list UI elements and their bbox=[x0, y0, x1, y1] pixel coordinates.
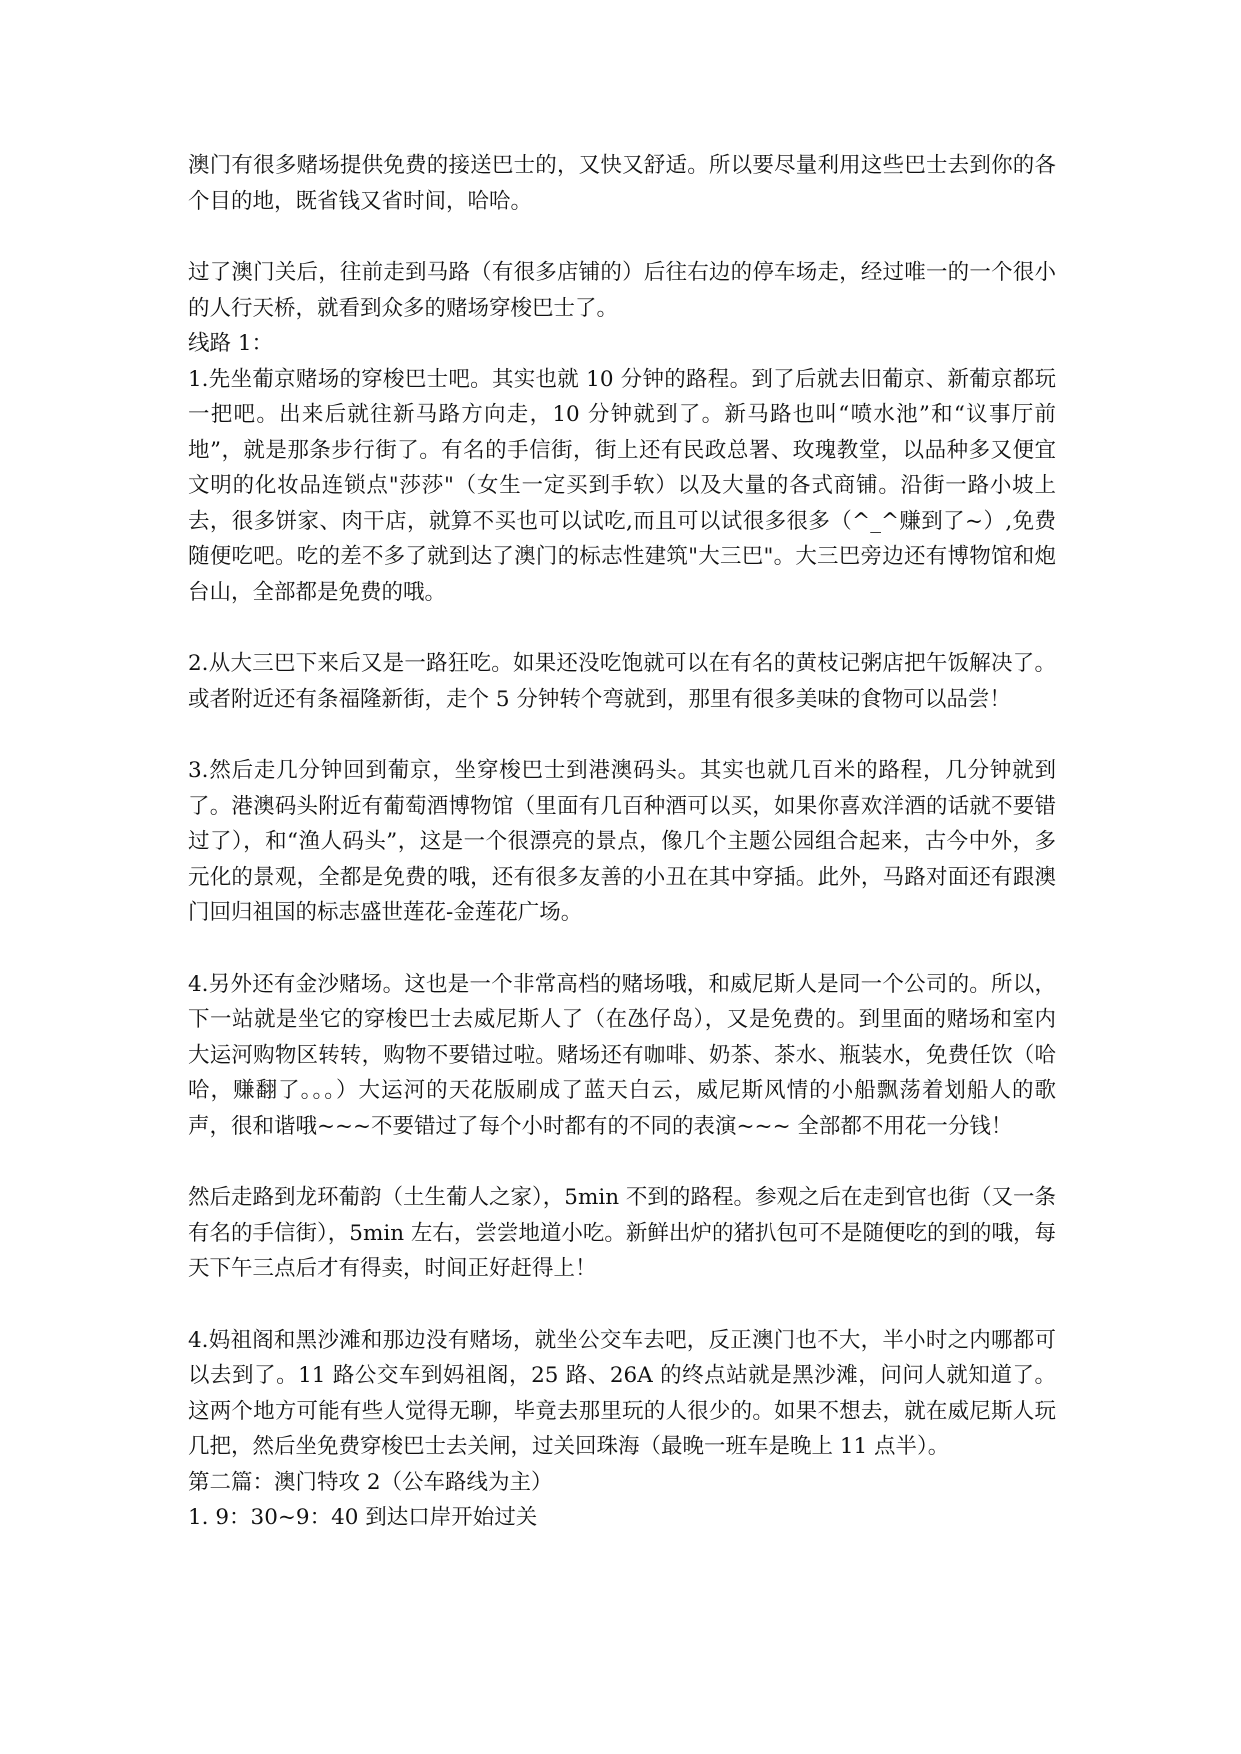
paragraph-next: 然后走路到龙环葡韵（土生葡人之家），5min 不到的路程。参观之后在走到官也街（又一条有名的手信街），5min 左右，尝尝地道小吃。新鲜出炉的猪扒包可不是随便吃的到的哦，每天下午三点后才有得卖，时间正好赶得上！ bbox=[188, 1185, 1056, 1281]
paragraph-step-4: 4.另外还有金沙赌场。这也是一个非常高档的赌场哦，和威尼斯人是同一个公司的。所以，下一站就是坐它的穿梭巴士去威尼斯人了（在氹仔岛），又是免费的。到里面的赌场和室内大运河购物区转转，购物不要错过啦。赌场还有咖啡、奶茶、茶水、瓶装水，免费任饮（哈哈，赚翻了。。。）大运河的天花版刷成了蓝天白云，威尼斯风情的小船飘荡着划船人的歌声，很和谐哦~~~不要错过了每个小时都有的不同的表演~~~ 全部都不用花一分钱！ bbox=[188, 971, 1056, 1139]
paragraph-step-3: 3.然后走几分钟回到葡京，坐穿梭巴士到港澳码头。其实也就几百米的路程，几分钟就到了。港澳码头附近有葡萄酒博物馆（里面有几百种酒可以买，如果你喜欢洋酒的话就不要错过了），和“渔人码头”，这是一个很漂亮的景点，像几个主题公园组合起来，古今中外，多元化的景观，全都是免费的哦，还有很多友善的小丑在其中穿插。此外，马路对面还有跟澳门回归祖国的标志盛世莲花-金莲花广场。 bbox=[188, 758, 1056, 925]
paragraph-step-1: 1.先坐葡京赌场的穿梭巴士吧。其实也就 10 分钟的路程。到了后就去旧葡京、新葡京都玩一把吧。出来后就往新马路方向走，10 分钟就到了。新马路也叫“喷水池”和“议事厅前地”，就是那条步行街了。有名的手信街，街上还有民政总署、玫瑰教堂，以品种多又便宜文明的化妆品连锁点"莎莎"（女生一定买到手软）以及大量的各式商铺。沿街一路小坡上去，很多饼家、肉干店，就算不买也可以试吃,而且可以试很多很多（^_^赚到了~）,免费随便吃吧。吃的差不多了就到达了澳门的标志性建筑"大三巴"。大三巴旁边还有博物馆和炮台山，全部都是免费的哦。 bbox=[188, 366, 1056, 605]
section-heading: 第二篇：澳门特攻 2（公车路线为主） bbox=[188, 1469, 553, 1495]
paragraph-gap bbox=[188, 717, 1056, 753]
schedule-item: 1. 9：30~9：40 到达口岸开始过关 bbox=[188, 1505, 538, 1530]
paragraph-step-4b: 4.妈祖阁和黑沙滩和那边没有赌场，就坐公交车去吧，反正澳门也不大，半小时之内哪都可以去到了。11 路公交车到妈祖阁，25 路、26A 的终点站就是黑沙滩，问问人就知道了。这两个地方可能有些人觉得无聊，毕竟去那里玩的人很少的。如果不想去，就在威尼斯人玩几把，然后坐免费穿梭巴士去关闸，过关回珠海（最晚一班车是晚上 11 点半）。 bbox=[188, 1327, 1056, 1459]
paragraph-step-2: 2.从大三巴下来后又是一路狂吃。如果还没吃饱就可以在有名的黄枝记粥店把午饭解决了。或者附近还有条福隆新街，走个 5 分钟转个弯就到，那里有很多美味的食物可以品尝！ bbox=[188, 651, 1056, 712]
paragraph-intro: 澳门有很多赌场提供免费的接送巴士的，又快又舒适。所以要尽量利用这些巴士去到你的各个目的地，既省钱又省时间，哈哈。 bbox=[188, 153, 1056, 214]
paragraph-directions: 过了澳门关后，往前走到马路（有很多店铺的）后往右边的停车场走，经过唯一的一个很小的人行天桥，就看到众多的赌场穿梭巴士了。 bbox=[188, 260, 1056, 321]
paragraph-gap bbox=[188, 219, 1056, 255]
paragraph-gap bbox=[188, 1287, 1056, 1323]
document-page bbox=[188, 148, 1056, 1536]
paragraph-gap bbox=[188, 1144, 1056, 1180]
route-heading: 线路 1： bbox=[188, 331, 274, 356]
paragraph-gap bbox=[188, 931, 1056, 967]
paragraph-gap bbox=[188, 610, 1056, 646]
